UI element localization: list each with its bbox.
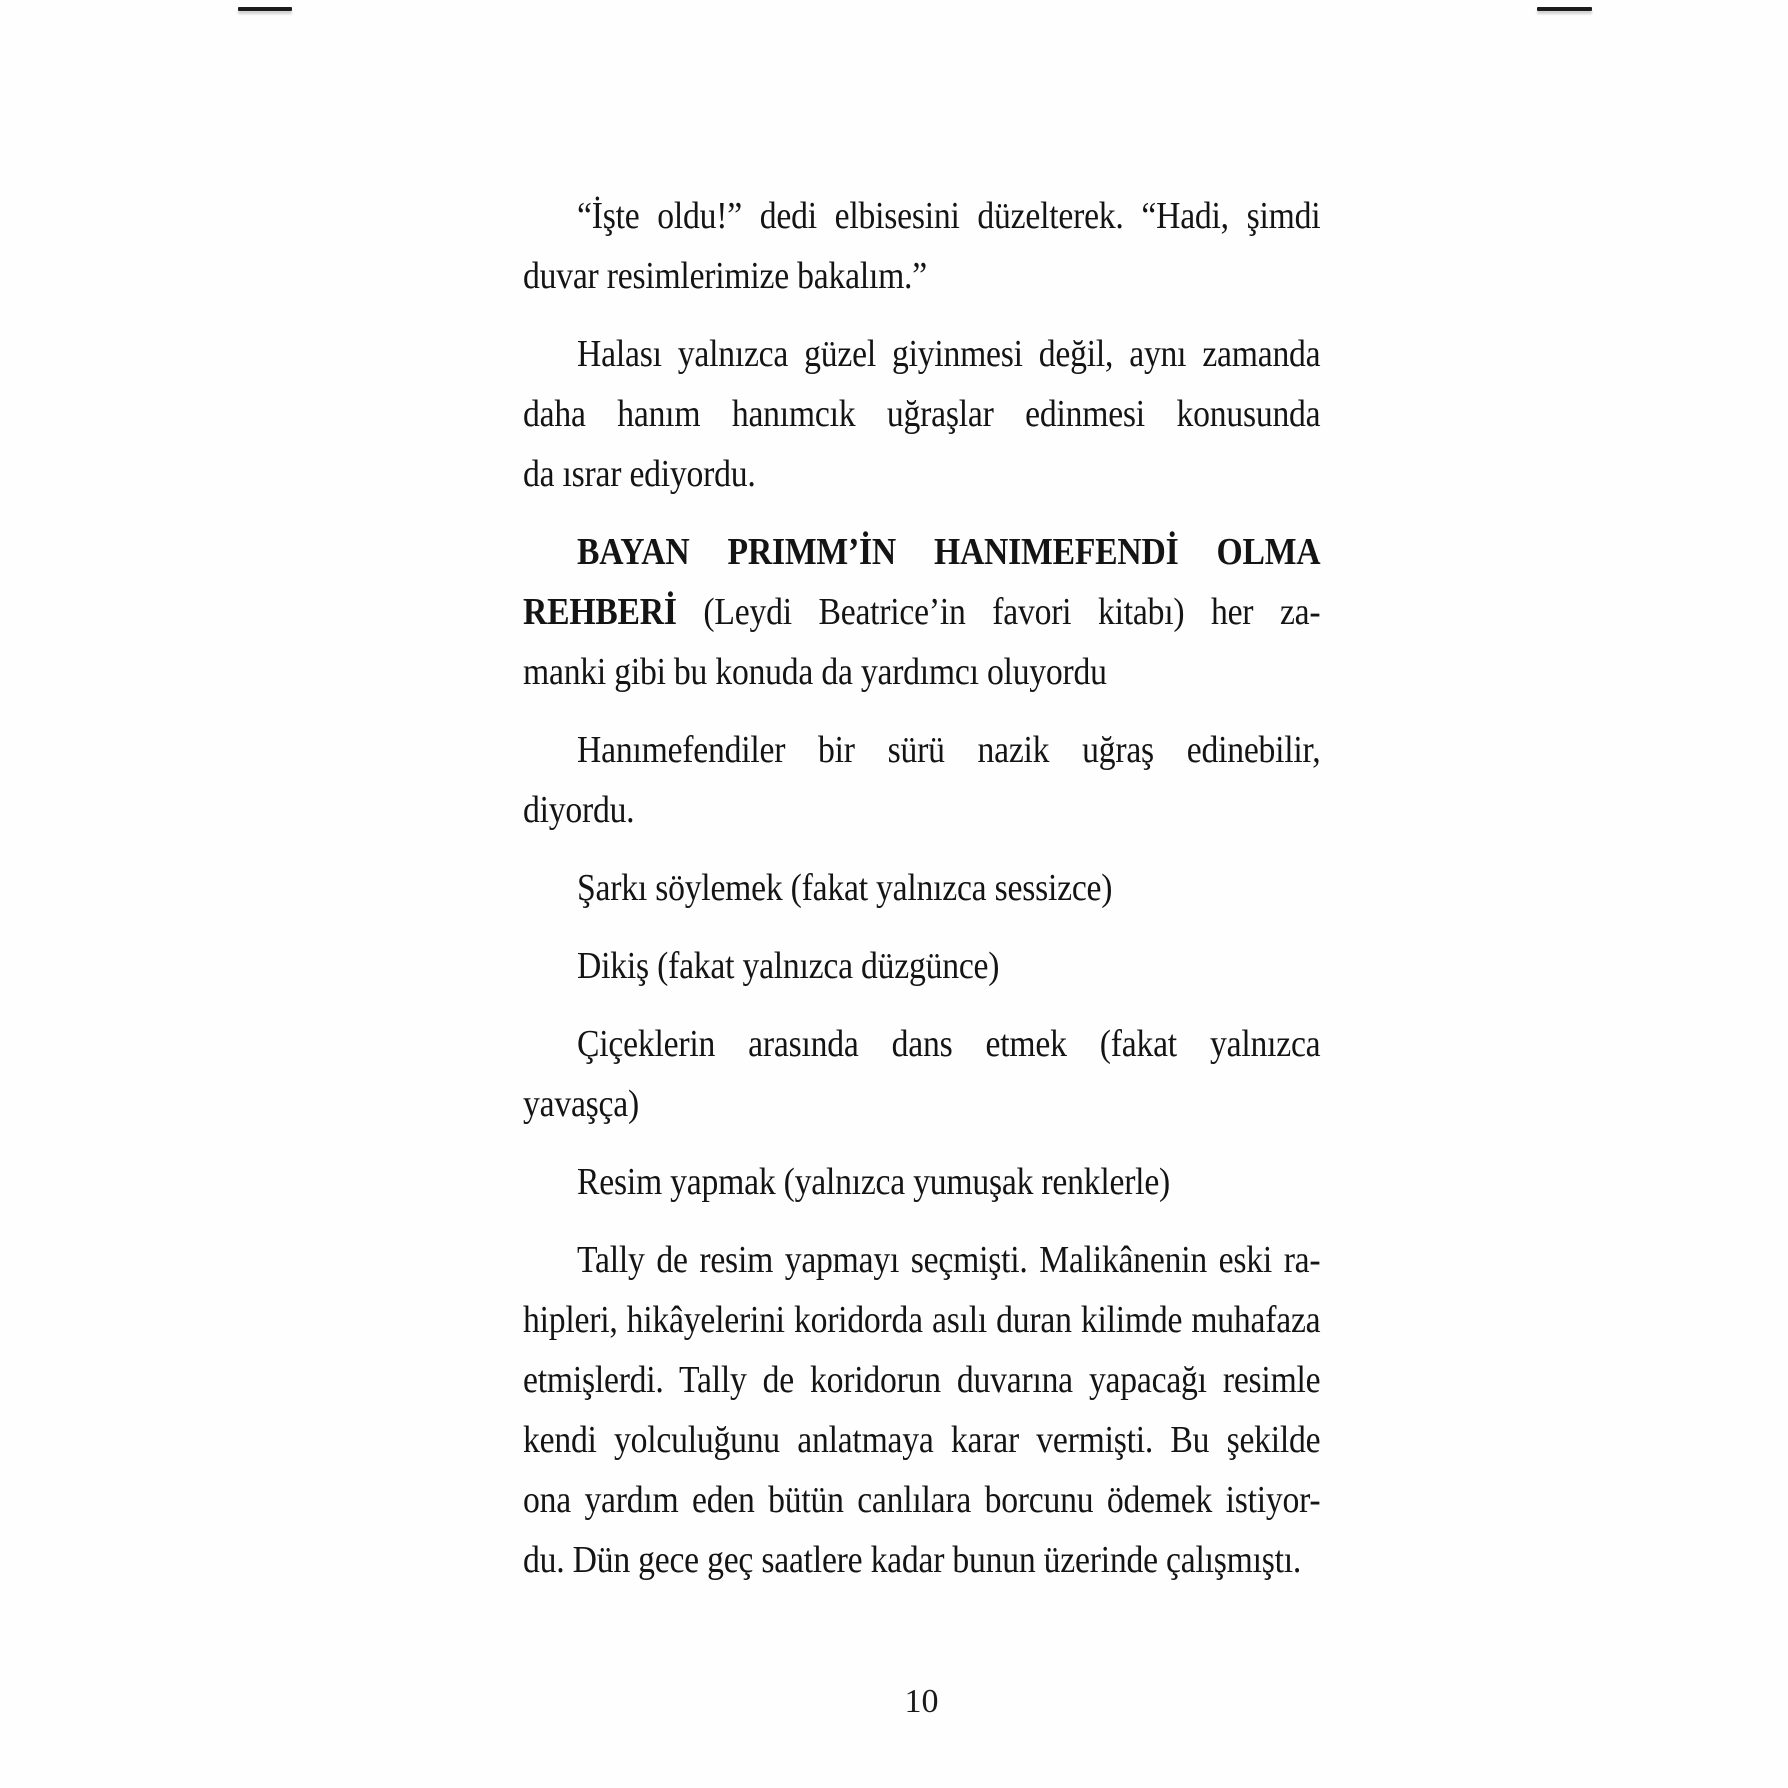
body-text-run: diyordu. [523, 789, 635, 831]
text-line [523, 324, 1320, 384]
body-text-run: Dikiş (fakat yalnızca düzgünce) [577, 945, 1000, 987]
paragraph [523, 1014, 1320, 1134]
text-line [523, 1530, 1320, 1590]
text-line [523, 582, 1320, 642]
page-text [523, 186, 1320, 1590]
body-text-run: etmişlerdi. Tally de koridorun duvarına yapacağı resimle [523, 1359, 1321, 1401]
body-text-run: Hanımefendiler bir sürü nazik uğraş edinebilir, [577, 729, 1321, 771]
text-line [523, 1152, 1320, 1212]
body-text-run: (Leydi Beatrice’in favori kitabı) her za- [676, 591, 1321, 633]
page-number: 10 [904, 1683, 939, 1720]
body-text-run: yavaşça) [523, 1083, 639, 1125]
paragraph [523, 720, 1320, 840]
text-line [523, 1074, 1320, 1134]
paragraph [523, 936, 1320, 996]
paragraph [523, 858, 1320, 918]
bold-text-run: REHBERİ [523, 591, 677, 633]
text-line [523, 858, 1320, 918]
text-line [523, 1410, 1320, 1470]
body-text-run: Şarkı söylemek (fakat yalnızca sessizce) [577, 867, 1113, 909]
text-line [523, 1290, 1320, 1350]
text-line [523, 522, 1320, 582]
body-text-run: “İşte oldu!” dedi elbisesini düzelterek. “Hadi, şimdi [577, 195, 1321, 237]
text-line [523, 1350, 1320, 1410]
text-line [523, 1014, 1320, 1074]
bold-text-run: BAYAN PRIMM’İN HANIMEFENDİ OLMA [577, 531, 1321, 573]
paragraph [523, 1230, 1320, 1590]
text-line [523, 720, 1320, 780]
text-line [523, 780, 1320, 840]
text-line [523, 642, 1320, 702]
text-line [523, 936, 1320, 996]
body-text-run: Tally de resim yapmayı seçmişti. Malikânenin eski ra- [577, 1239, 1321, 1281]
text-line [523, 186, 1320, 246]
top-right-rule-mark [1537, 7, 1592, 11]
body-text-run: Resim yapmak (yalnızca yumuşak renklerle) [577, 1161, 1171, 1203]
paragraph [523, 522, 1320, 702]
body-text-run: du. Dün gece geç saatlere kadar bunun üzerinde çalışmıştı. [523, 1539, 1302, 1581]
body-text-run: hipleri, hikâyelerini koridorda asılı duran kilimde muhafaza [523, 1299, 1321, 1341]
body-text-run: Çiçeklerin arasında dans etmek (fakat yalnızca [577, 1023, 1321, 1065]
paragraph [523, 186, 1320, 306]
body-text-run: duvar resimlerimize bakalım.” [523, 255, 927, 297]
paragraph [523, 1152, 1320, 1212]
body-text-run: Halası yalnızca güzel giyinmesi değil, aynı zamanda [577, 333, 1321, 375]
text-line [523, 246, 1320, 306]
body-text-run: kendi yolculuğunu anlatmaya karar vermişti. Bu şekilde [523, 1419, 1321, 1461]
top-left-rule-mark [238, 7, 292, 11]
text-line [523, 1230, 1320, 1290]
body-text-run: da ısrar ediyordu. [523, 453, 756, 495]
body-text-run: ona yardım eden bütün canlılara borcunu ödemek istiyor- [523, 1479, 1321, 1521]
body-text-run: manki gibi bu konuda da yardımcı oluyordu [523, 651, 1107, 693]
text-line [523, 444, 1320, 504]
text-line [523, 1470, 1320, 1530]
paragraph [523, 324, 1320, 504]
text-line [523, 384, 1320, 444]
body-text-run: daha hanım hanımcık uğraşlar edinmesi konusunda [523, 393, 1321, 435]
